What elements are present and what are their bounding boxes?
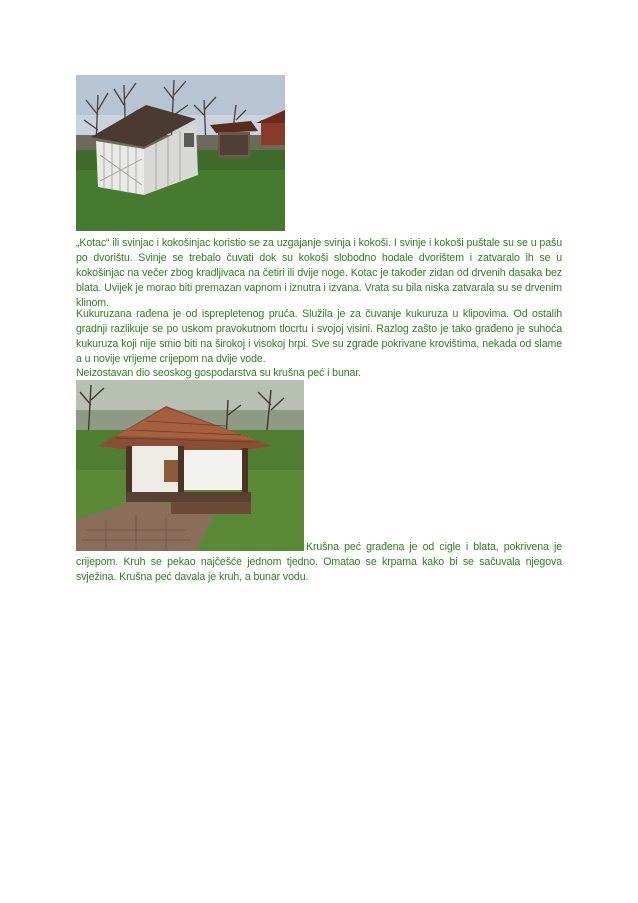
paragraph-pec-first-line (306, 540, 562, 555)
bread-oven-photo (76, 380, 304, 551)
paragraph-kotac: „Kotac“ ili svinjac i kokošinjac koristio se za uzgajanje svinja i kokoši. I svinje i kokoši puštale su se u pašu po dvorištu. Svinje se trebalo čuvati dok su kokoši slobodno hodale dvorištem i zatvaralo ih se u kokošinjac na večer zbog kradljivaca na četiri ili dvije noge. Kotac je također zidan od drvenih dasaka bez blata. Uvijek je morao biti premazan vapnom i iznutra i izvana. Vrata su bila niska zatvarala su se drvenim klinom. (76, 237, 562, 309)
paragraph-pec-rest: crijepom. Kruh se pekao najčešće jednom tjedno. Omatao se krpama kako bi se sačuvala njegova svježina. Krušna peć davala je kruh, a bunar vodu. (76, 556, 562, 583)
paragraph-kukuruzana: Kukuruzana rađena je od isprepletenog pruća. Služila je za čuvanje kukuruza u klipovima. Od ostalih gradnji razlikuje se po uskom pravokutnom tlocrtu i svojoj visini. Razlog zašto je tako građeno je suhoća kukuruza koji nije smio biti na širokoj i visokoj hrpi. Sve su zgrade pokrivane krovištima, nekada od slame a u novije vrijeme crijepom na dvije vode. (76, 308, 562, 365)
kotac-photo (76, 75, 285, 231)
pec-first-line-text: Krušna peć građena je od cigle i blata, pokrivena je (306, 541, 562, 553)
paragraph-intro: Neizostavan dio seoskog gospodarstva su krušna peć i bunar. (76, 367, 362, 379)
